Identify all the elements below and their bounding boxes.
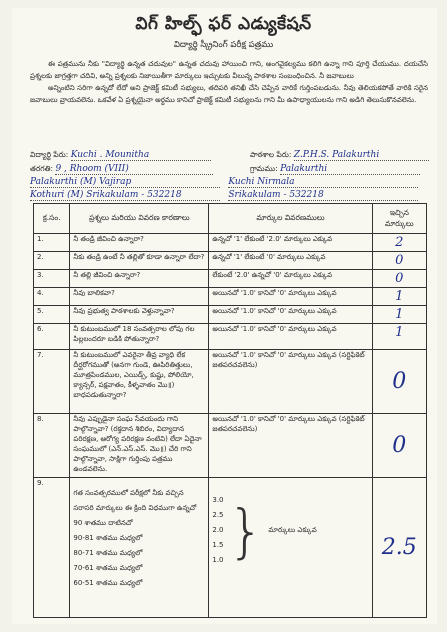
row-score (372, 478, 426, 618)
row-sl: 2. (34, 252, 70, 270)
grade-item: 80-71 శాతము మధ్యలో (73, 549, 143, 558)
grade-item: 60-51 శాతము మధ్యలో (73, 579, 143, 588)
row-sl: 4. (34, 288, 70, 306)
address-line-3b: Srikakulam - 532218 (228, 190, 418, 201)
score-value: 0 (395, 253, 404, 269)
row-score (372, 414, 426, 478)
grade-value: 3.0 (212, 496, 224, 505)
row-question: నీవు ఎప్పుడైనా సంఘ సేవయందు గాని పాల్గొన్నావా? (రక్తదాన శిబిరం, విద్యాదాన పరిరక్షణ, ఆరోగ్య పరిరక్షణ వంటివి) లేదా ఏదైనా సంఘములో (ఎన్.ఎస్.ఎస్. మొ॥) చేరి గాని పాల్గొన్నావా, సాక్షిగా గుర్తింపు పత్రము ఉండవలెను. (70, 414, 209, 478)
class-field (30, 164, 213, 175)
column-header-question: ప్రశ్నలు మరియు వివరణ కారణాలు (70, 204, 209, 234)
village-field (250, 164, 420, 175)
table-row (34, 270, 427, 288)
page-subtitle: విద్యార్థి స్క్రీనింగ్ పరీక్ష పత్రము (173, 40, 274, 50)
instructions-paragraph: అన్నింటిని సరిగా ఉన్నదో లేదో అని ప్రాజెక్ట్ కమిటీ సభ్యులు, తదిపరి తనిఖీ చేసి చెప్పిన వారికే గుర్తింపబడును. నీవు తెలియకపోతే వారికి సరైన జవాబులు వ్రాయవలెను. ఒకవేళ ఏ ప్రశ్నయైనా అర్థము కానిచో ప్రాజెక్ట్ కమిటీ సభ్యులను గాని మీ ఉపాధ్యాయులను గాని అడిగి తెలుసుకొనవలెను. (30, 84, 428, 104)
grade-item: 70-61 శాతము మధ్యలో (73, 564, 143, 573)
row-score (372, 306, 426, 324)
instructions-paragraph: ఈ పత్రమును నీకు "విద్యార్థి ఉన్నత చదువుల" ఉన్నత చదువు హాయించి గాని, అంగవైకల్యము కలిగి ఉన్నా గాని పూర్తి చేయుము. దయచేసి ప్రశ్నలకు జాగ్రత్తగా చదివి, అన్ని ప్రశ్నలకు నిజాయితీగా మార్కులు ఇచ్చుటకు వీలున్న పాఠశాల సంబంధించిన. నీ జవాబులు (30, 60, 428, 80)
row-score (372, 270, 426, 288)
school-value: Z.P.H.S. Palakurthi (294, 150, 429, 161)
table-header-row (34, 204, 427, 234)
row-question: నీకు తండ్రి ఉంటే నీ తల్లితో కూడా ఉన్నారా లేదా? (70, 252, 209, 270)
row-marks: ఉన్నచో '1' లేకుంటే '0' మార్కులు ఎక్కువ (209, 252, 372, 270)
row-marks: అయినచో '1.0' కానిచో '0' మార్కులు ఎక్కువ (209, 306, 372, 324)
row-marks: ఉన్నచో '1' లేకుంటే '2.0' మార్కులు ఎక్కువ (209, 234, 372, 252)
table-row (34, 252, 427, 270)
grade-note: మార్కులు ఎక్కువ (268, 525, 317, 534)
student-name-field (30, 150, 211, 161)
score-value: 1 (395, 289, 404, 305)
grade-values-group (212, 493, 368, 568)
grade-value: 1.0 (212, 556, 224, 565)
village-label: గ్రామము: (250, 164, 278, 173)
row-question: నీ కుటుంబములో ఎవరైనా తీవ్ర వ్యాధి లేక దీర్ఘరోగముతో (అనగా గుండె, ఊపిరితిత్తులు, మూత్రపిండముల, ఎయిడ్స్, కుష్టు, పోలియో, క్యాన్సర్, పక్షవాతం, కీళ్ళవాతం మొ॥) బాధపడుతున్నారా? (70, 350, 209, 414)
column-header-marks: మార్కుల వివరణములు (209, 204, 372, 234)
row-sl: 3. (34, 270, 70, 288)
score-value: 0 (395, 271, 404, 287)
screening-table (33, 203, 427, 618)
row-sl: 1. (34, 234, 70, 252)
row-question: నీ తల్లి జీవించి ఉన్నారా? (70, 270, 209, 288)
column-header-score: ఇచ్చిన మార్కులు (372, 204, 426, 234)
score-value: 1 (395, 307, 404, 323)
address-line-1: Palakurthi (M) Vajirap (30, 177, 220, 188)
row-sl: 8. (34, 414, 70, 478)
row-question: నీ తండ్రి జీవించి ఉన్నారా? (70, 234, 209, 252)
row-score (372, 252, 426, 270)
row-score (372, 350, 426, 414)
page-title: విగ్ హిల్ఫ్ ఫర్ ఎడ్యుకేషన్ (135, 14, 312, 34)
grade-item: 90 శాతము దాటినచో (73, 519, 133, 528)
table-row (34, 306, 427, 324)
address-line (30, 177, 418, 188)
row-sl: 9. (34, 478, 70, 618)
row-question: నీవు బాలికవా? (70, 288, 209, 306)
grade-value: 2.5 (212, 511, 224, 520)
grades-intro: గత సంవత్సరములో పరీక్షలో నీకు వచ్చిన సరాసరి మార్కులు ఈ క్రింది విధముగా ఉన్నచో (73, 489, 197, 513)
score-value: 0 (392, 369, 407, 395)
row-marks: అయినచో '1.0' కానిచో '0' మార్కులు ఎక్కువ (సర్టిఫికెట్ జతపరచవలెను) (209, 350, 372, 414)
column-header-sl: క్ర.సం. (34, 204, 70, 234)
address-line-3: Kothuri (M) Srikakulam - 532218 (30, 190, 220, 201)
table-row (34, 350, 427, 414)
row-question: నీ కుటుంబములో 18 సంవత్సరాల లోపు గల పిల్లలందరూ బడికి పోతున్నారా? (70, 324, 209, 350)
grade-value: 2.0 (212, 526, 224, 535)
row-marks: అయినచో '1.0' కానిచో '0' మార్కులు ఎక్కువ (209, 324, 372, 350)
row-sl: 6. (34, 324, 70, 350)
row-marks: అయినచో '1.0' కానిచో '0' మార్కులు ఎక్కువ (209, 288, 372, 306)
brace-icon: } (227, 496, 265, 565)
grade-item: 90-81 శాతము మధ్యలో (73, 534, 143, 543)
score-value: 2.5 (381, 535, 417, 561)
row-sl: 7. (34, 350, 70, 414)
row-score (372, 234, 426, 252)
instructions (30, 58, 428, 106)
table-row (34, 414, 427, 478)
score-value: 1 (395, 325, 404, 341)
school-field (250, 150, 429, 161)
village-value: Palakurthi (280, 164, 420, 175)
row-score (372, 324, 426, 350)
school-label: పాఠశాల పేరు: (250, 150, 292, 159)
class-value: 9 , Rhoom (VIII) (55, 164, 213, 175)
address-line (30, 190, 418, 201)
row-question (70, 478, 209, 618)
table-row (34, 288, 427, 306)
row-score (372, 288, 426, 306)
score-value: 2 (395, 235, 404, 251)
row-sl: 5. (34, 306, 70, 324)
student-name-value: Kuchi . Mounitha (71, 150, 211, 161)
class-label: తరగతి: (30, 164, 54, 173)
row-marks (209, 478, 372, 618)
row-marks: లేకుంటే '2.0' ఉన్నచో '0' మార్కులు ఎక్కువ (209, 270, 372, 288)
grade-value: 1.5 (212, 541, 224, 550)
grade-values (212, 493, 223, 568)
table-row (34, 324, 427, 350)
table-row (34, 234, 427, 252)
address-line-2: Kuchi Nirmala (228, 177, 418, 188)
row-question: నీవు ప్రభుత్వ పాఠశాలకు వెళ్తున్నావా? (70, 306, 209, 324)
row-marks: అయినచో '1.0' కానిచో '0' మార్కులు ఎక్కువ (సర్టిఫికెట్ జతపరచవలెను) (209, 414, 372, 478)
score-value: 0 (392, 433, 407, 459)
table-row (34, 478, 427, 618)
student-name-label: విద్యార్థి పేరు: (30, 150, 69, 159)
